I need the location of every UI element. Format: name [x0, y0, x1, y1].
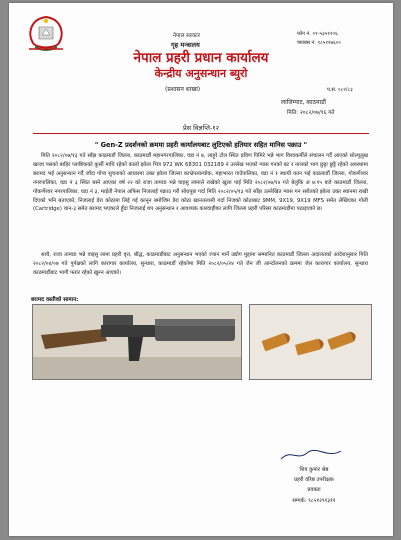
- title-underline: [33, 133, 369, 134]
- contact-value: ९८५१२९१३११: [308, 498, 336, 504]
- cartridges-image: [250, 305, 371, 379]
- notice-subject: " Gen-Z प्रदर्शनको क्रममा प्रहरी कार्यालयबाट लुटिएको हतियार सहित मानिस पक्राउ ": [94, 141, 308, 149]
- cartridges-photo: [249, 304, 372, 380]
- issue-date: मिति: २०८२/०७/१६ गते: [287, 110, 335, 116]
- contact-line: [267, 496, 361, 504]
- notice-title: प्रेस विज्ञप्ति-१२: [182, 124, 220, 132]
- body-paragraph-1: मिति २०८२/०७/१३ गते साँझ काठमाडौं जिल्ला, काठमाडौं महानगरपालिका, वडा नं ७, लाहुरे टोल स्थित प्रविण पिमिरे भन्ने भाग विश्वकर्मीले संचालन गर्दै आएको सोल्यूलुख खाजा पसको बाहिर प्लाष्टिकको कुर्सी माथि रहेको कालो झोला भित्र 972 WK 68301 032189 नं उल्लेख भएको ग्यास गनको बट र नालको भाग छुट्टा छुट्टै रहेको अवस्थामा बरामद भई अनुसन्धान गर्दै जाँदा गोप्य सुचनाको आधारमा उक्त झोला जिल्ला काभ्रेपलान्चोक, महाभारत गाउँपालिका, वडा नं १ स्थायी वतन भई काठमाडौं जिल्ला, गोकर्णेश्वर नगरपालिका, वडा नं ३ स्थित बस्ने आएका वर्ष २२ को राजा तामाङ भन्ने वाइसु लामाले राखेको खुला पाई मिति २०८२/०७/१४ गते बेलुकि अं ७:१५ बजे काठमाडौं जिल्ला, गोकर्णेश्वर नगरपालिका, वडा नं ३, माईती नेपाल अफिस निजलाई पक्राउ गरी सोधपुछ गर्दा मिति २०८२/०५/१३ गते सोँझ उल्लेखित ग्यास गन सशैतको झोला उक्त स्थानमा राखी दिएको भनि बताएको, निजलाई डेरा कोठामा लिई गई कानून बमोजिम डेरा कोठा खानतलासी गर्दा निजको कोठाबाट 9MM, 9X19, 9X19 MFS समेत लेखिएका गोली (Cartridge) थान-३ समेत बरामद भएकाले हुँदा निजलाई थप अनुसन्धान र आवश्यक कारवाहीका लागि जिल्ला प्रहरी परिसर काठमाडौंमा पठाइएको छ।: [33, 153, 368, 213]
- phone-line: [297, 31, 338, 37]
- gas-gun-image: [33, 305, 241, 379]
- section-name: (प्रशासन शाखा): [165, 86, 201, 93]
- ministry-name: गृह मन्त्रालय: [171, 41, 200, 49]
- recovered-gun-photo: [32, 304, 242, 380]
- signature-mark: [277, 447, 347, 463]
- phone-value: ०१-५३५१२०६: [312, 31, 338, 37]
- reference-number: प.सं. ०८२/८३: [327, 87, 353, 93]
- fax-label: फ्याक्स नं.: [297, 40, 316, 46]
- gov-line: नेपाल सरकार: [173, 33, 200, 39]
- signatory-role: प्रवक्ता: [307, 487, 321, 493]
- signatory-designation: प्रहरी वरिष्ठ उपरीक्षक: [294, 477, 334, 483]
- document-page: [9, 3, 393, 536]
- body-paragraph-2: साथै, राजा तामाङ भन्ने वाइसु लामा प्रहरी वृत्त, बौद्ध, काठमाडौंबाट अनुसन्धान भएको ज्यान मार्ने उद्योग मुद्दामा सम्मानित काठमाडौं जिल्ला अदालतको आदेशानुसार मिति २०८२/०४/०७ गते पुर्पक्षको लागि कारागार कार्यालय, सुन्धारा, काठमाडौं रहेकोमा मिति २०८२/०५/२४ गते जेन जी आन्दोलनको क्रममा जेल कारागार कार्यालय, सुन्धारा काठमाडौंबाट भागी फरार रहेको खुल्न आएको।: [33, 252, 368, 276]
- recovered-items-label: बरामद वस्तीको सामान:: [31, 297, 79, 303]
- signatory-name: शिव कुमार श्रेष्ठ: [299, 467, 329, 473]
- fax-value: ९८५१२७६००: [317, 40, 341, 46]
- office-name: नेपाल प्रहरी प्रधान कार्यालय: [133, 50, 269, 66]
- contact-label: सम्पर्क:: [292, 498, 307, 504]
- bureau-name: केन्द्रीय अनुसन्धान ब्युरो: [154, 67, 248, 80]
- office-location: लाजिम्पाट, काठमाडौं: [281, 99, 326, 106]
- fax-line: [297, 40, 341, 46]
- phone-label: फोन नं.: [297, 31, 311, 37]
